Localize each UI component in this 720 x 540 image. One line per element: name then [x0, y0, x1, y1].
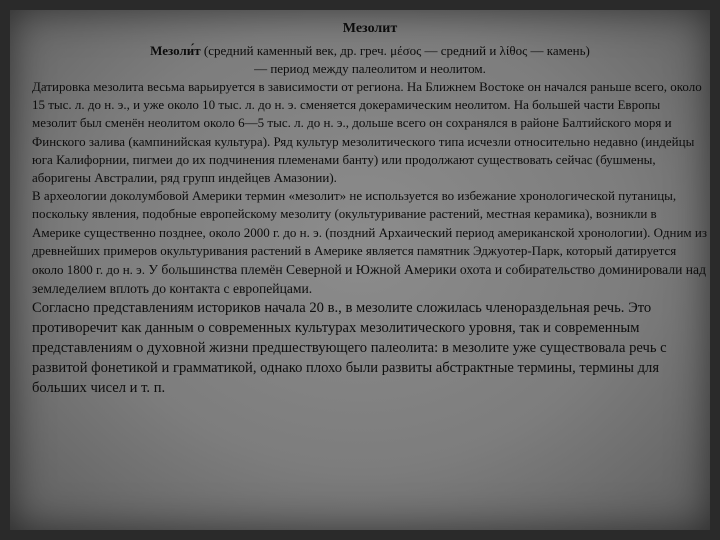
slide-title: Мезолит	[342, 21, 398, 36]
paragraph-dating: Датировка мезолита весьма варьируется в зависимости от региона. На Ближнем Востоке он начался раньше всего, около 15 тыс. л. до н. э., и уже около 10 тыс. л. до н. э. сменяется докерамическим неолитом. На большей части Европы мезолит был сменён неолитом около 6—5 тыс. л. до н. э., дольше всего он сохранялся в районе Балтийского моря и Финского залива (кампинийская культура). Ряд культур мезолитического типа исчезли относительно недавно (индейцы юга Калифорнии, пигмеи до их подчинения племенами банту) или продолжают существовать сейчас (бушмены, аборигены Австралии, ряд групп индейцев Амазонии).	[32, 79, 702, 186]
intro-term: Мезоли́т	[150, 43, 201, 58]
paragraph-america-part2: У большинства племён Северной и Южной Америки охота и собирательство доминировали над земледелием вплоть до контакта с европейцами.	[32, 262, 707, 297]
paragraph-america-part1: В археологии доколумбовой Америки термин «мезолит» не используется во избежание хронологической путаницы, поскольку явления, подобные европейскому мезолиту (окультуривание растений, местная керамика), возникли в Америке существенно позднее, около 2000 г. до н. э. (поздний Архаический период американской хронологии). Одним из древнейших примеров окультуривания растений в Америке является памятник Эджуотер-Парк, который датируется около 1800 г. до н. э.	[32, 188, 707, 278]
paragraph-america	[32, 187, 708, 298]
intro-definition	[32, 42, 708, 78]
intro-definition-line1: (средний каменный век, др. греч. μέσος — средний и λίθος — камень)	[200, 43, 590, 58]
paragraph-speech: Согласно представлениям историков начала 20 в., в мезолите сложилась членораздельная речь. Это противоречит как данным о современных культурах мезолитического уровня, так и современным представлениям о духовной жизни предшествующего палеолита: в мезолите уже существовала речь с развитой фонетикой и грамматикой, однако плохо были развиты абстрактные термины, термины для больших чисел и т. п.	[32, 300, 667, 397]
intro-definition-line2: — период между палеолитом и неолитом.	[254, 61, 486, 76]
slide-content	[32, 20, 708, 398]
